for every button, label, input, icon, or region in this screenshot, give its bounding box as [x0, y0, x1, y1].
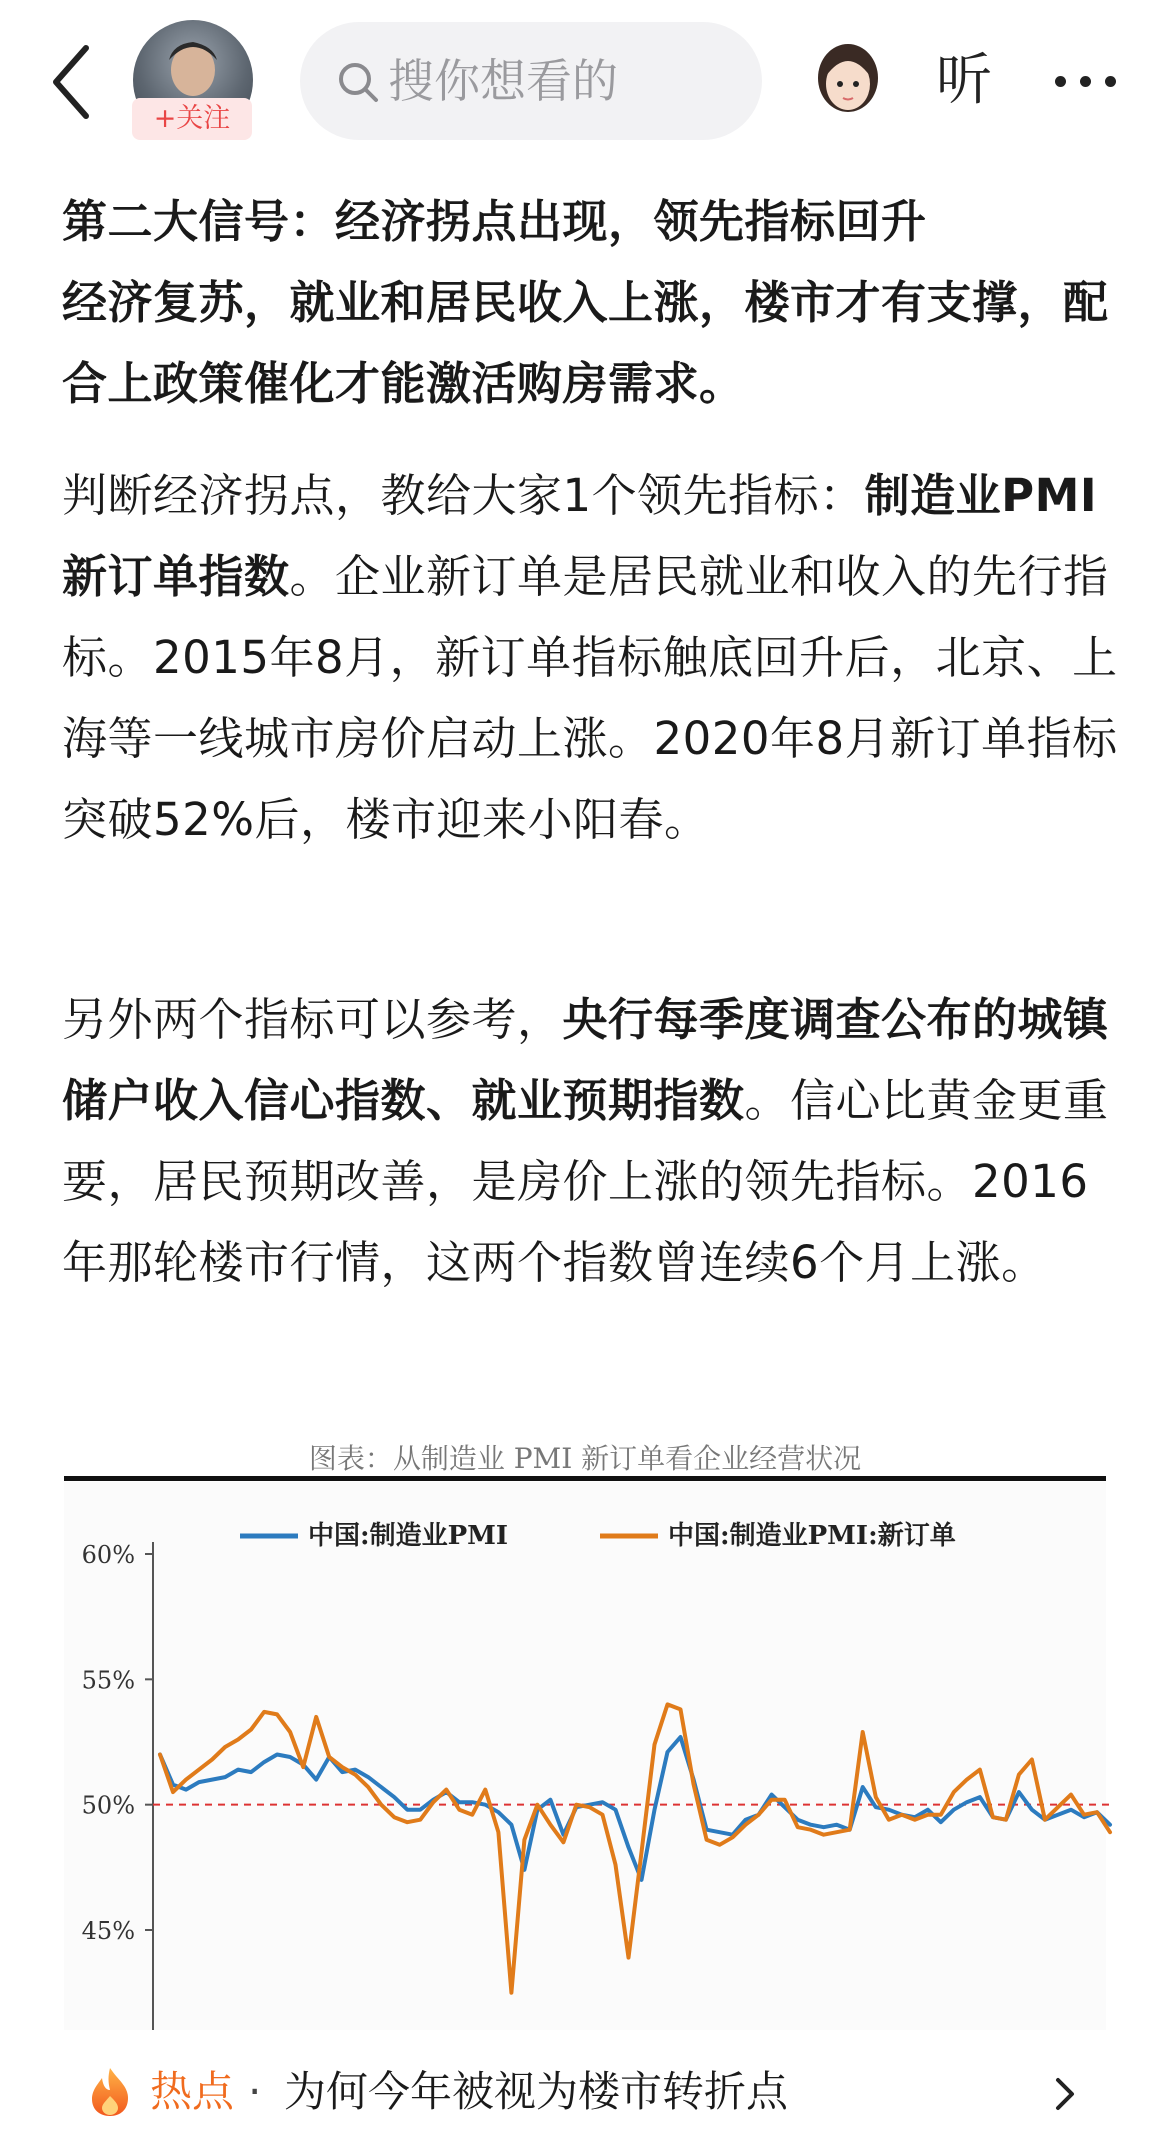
chart-legend-label: 中国:制造业PMI:新订单 — [668, 1521, 956, 1551]
paragraph-2-text-a: 判断经济拐点，教给大家1个领先指标： — [62, 469, 865, 522]
search-bar[interactable] — [300, 22, 762, 140]
pmi-line-chart — [0, 1482, 1170, 2030]
chart-y-tick-label: 50% — [81, 1791, 135, 1820]
section-heading: 第二大信号：经济拐点出现，领先指标回升 — [62, 195, 927, 248]
search-placeholder: 搜你想看的 — [388, 54, 618, 108]
listen-button[interactable]: 听 — [936, 48, 992, 113]
more-dots-icon[interactable] — [1055, 72, 1125, 92]
chart-y-tick-label: 55% — [81, 1666, 135, 1695]
paragraph-3-text-c: 。信心比黄金更重要，居民预期改善，是房价上涨的领先指标。2016年那轮楼市行情，这两个指数曾连续6个月上涨。 — [62, 1074, 1109, 1289]
paragraph-3-text-a: 另外两个指标可以参考， — [62, 993, 563, 1046]
flame-icon — [88, 2066, 132, 2118]
hot-topic-text: 为何今年被视为楼市转折点 — [284, 2067, 789, 2116]
chart-y-tick-label: 60% — [81, 1541, 135, 1569]
hot-topic-bar[interactable] — [0, 2030, 1170, 2154]
chart-plot-background — [64, 1482, 1106, 2030]
author-avatar-group[interactable] — [130, 20, 255, 145]
paragraph-2-emphasis: 制造业PMI新订单指数 — [62, 469, 1098, 603]
hot-label: 热点 — [150, 2067, 235, 2116]
search-icon — [336, 60, 380, 104]
paragraph-2 — [62, 455, 1122, 860]
assistant-avatar-icon[interactable] — [810, 38, 886, 120]
chart-y-tick-label: 45% — [81, 1917, 135, 1945]
top-bar — [0, 0, 1170, 160]
hot-separator: · — [248, 2067, 262, 2116]
follow-button[interactable]: +关注 — [132, 98, 252, 140]
paragraph-2-text-c: 。企业新订单是居民就业和收入的先行指标。2015年8月，新订单指标触底回升后，北京、上海等一线城市房价启动上涨。2020年8月新订单指标突破52%后，楼市迎来小阳春。 — [62, 550, 1118, 846]
paragraph-3 — [62, 979, 1122, 1303]
paragraph-3-emphasis: 央行每季度调查公布的城镇储户收入信心指数、就业预期指数 — [62, 993, 1109, 1127]
chart-legend-label: 中国:制造业PMI — [308, 1521, 509, 1551]
paragraph-1: 经济复苏，就业和居民收入上涨，楼市才有支撑，配合上政策催化才能激活购房需求。 — [62, 276, 1109, 410]
back-arrow-icon[interactable] — [46, 42, 106, 122]
chart-top-rule — [64, 1476, 1106, 1481]
chart-title: 图表：从制造业 PMI 新订单看企业经营状况 — [308, 1442, 862, 1475]
chevron-right-icon — [1050, 2074, 1080, 2114]
